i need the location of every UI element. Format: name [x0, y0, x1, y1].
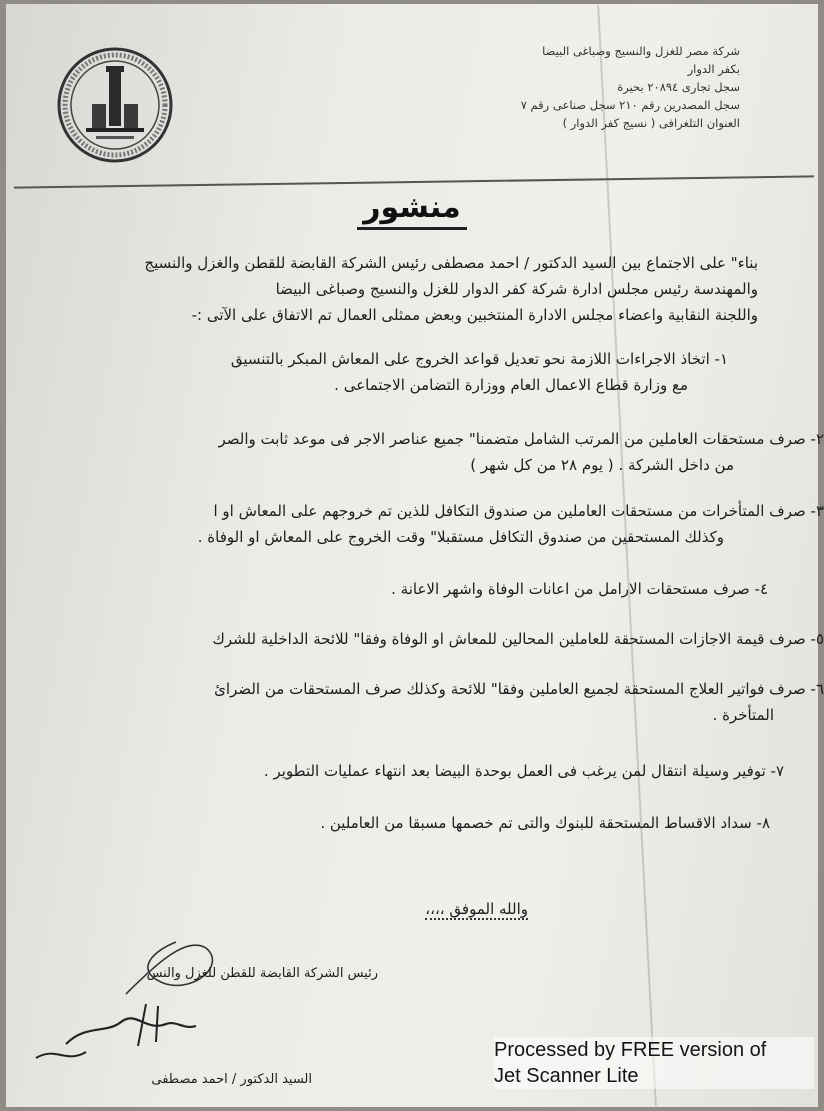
signer-title: رئيس الشركة القابضة للقطن للغزل والنس — [146, 966, 378, 981]
item-line: مع وزارة قطاع الاعمال العام ووزارة التضامن الاجتماعى . — [334, 376, 688, 394]
intro-line: بناء" على الاجتماع بين السيد الدكتور / احمد مصطفى رئيس الشركة القابضة للقطن والغزل والنسيج — [144, 254, 758, 272]
list-item — [0, 576, 768, 602]
item-line: ٧- توفير وسيلة انتقال لمن يرغب فى العمل بوحدة البيضا بعد انتهاء عمليات التطوير . — [263, 762, 784, 780]
closing-line — [425, 900, 528, 918]
item-line: ٨- سداد الاقساط المستحقة للبنوك والتى تم خصمها مسبقا من العاملين . — [320, 814, 770, 832]
list-item — [0, 498, 824, 550]
list-item — [0, 426, 824, 478]
item-line: من داخل الشركة . ( يوم ٢٨ من كل شهر ) — [470, 456, 734, 474]
handwritten-signature — [26, 934, 286, 1074]
letterhead-line: شركة مصر للغزل والنسيج وصباغى البيضا — [542, 44, 740, 58]
document-title-text: منشور — [357, 190, 466, 230]
intro-paragraph — [0, 250, 758, 328]
item-line: وكذلك المستحقين من صندوق التكافل مستقبلا" وقت الخروج على المعاش او الوفاة . — [197, 528, 724, 546]
item-line: ٢- صرف مستحقات العاملين من المرتب الشامل متضمنا" جميع عناصر الاجر فى موعد ثابت والصر — [218, 430, 824, 448]
letterhead-line: سجل تجارى ٢٠٨٩٤ بحيرة — [617, 80, 740, 94]
closing-text: والله الموفق ،،،، — [425, 900, 528, 918]
item-line: المتأخرة . — [712, 706, 774, 724]
letterhead-line: العنوان التلغرافى ( نسيج كفر الدوار ) — [562, 116, 740, 130]
list-item — [0, 346, 728, 398]
intro-line: والمهندسة رئيس مجلس ادارة شركة كفر الدوار للغزل والنسيج وصباغى البيضا — [275, 280, 758, 298]
letterhead-line: بكفر الدوار — [687, 62, 740, 76]
item-line: ٣- صرف المتأخرات من مستحقات العاملين من صندوق التكافل للذين تم خروجهم على المعاش او ا — [213, 502, 824, 520]
list-item — [0, 810, 770, 836]
header-divider — [14, 175, 814, 188]
item-line: ٦- صرف فواتير العلاج المستحقة لجميع العاملين وفقا" للائحة وكذلك صرف المستحقات من الضرائ — [214, 680, 824, 698]
watermark-line: Jet Scanner Lite — [494, 1065, 639, 1087]
item-line: ٥- صرف قيمة الاجازات المستحقة للعاملين المحالين للمعاش او الوفاة وفقا" للائحة الداخلية للشرك — [212, 630, 824, 648]
paper-fold — [597, 5, 657, 1107]
watermark-line: Processed by FREE version of — [494, 1039, 767, 1061]
list-item — [0, 758, 784, 784]
intro-line: واللجنة النقابية واعضاء مجلس الادارة المنتخبين وبعض ممثلى العمال تم الاتفاق على الآتى :- — [191, 306, 758, 324]
item-line: ١- اتخاذ الاجراءات اللازمة نحو تعديل قواعد الخروج على المعاش المبكر بالتنسيق — [230, 350, 728, 368]
item-line: ٤- صرف مستحقات الارامل من اعانات الوفاة واشهر الاعانة . — [391, 580, 768, 598]
scanner-watermark — [494, 1037, 814, 1089]
list-item — [0, 676, 824, 728]
list-item — [0, 626, 824, 652]
signer-name: السيد الدكتور / احمد مصطفى — [151, 1072, 312, 1087]
document-title — [6, 190, 818, 225]
scanned-document — [6, 4, 824, 1107]
company-seal-icon — [56, 46, 174, 164]
letterhead-line: سجل المصدرين رقم ٢١٠ سجل صناعى رقم ٧ — [520, 98, 740, 112]
company-letterhead — [410, 42, 740, 132]
